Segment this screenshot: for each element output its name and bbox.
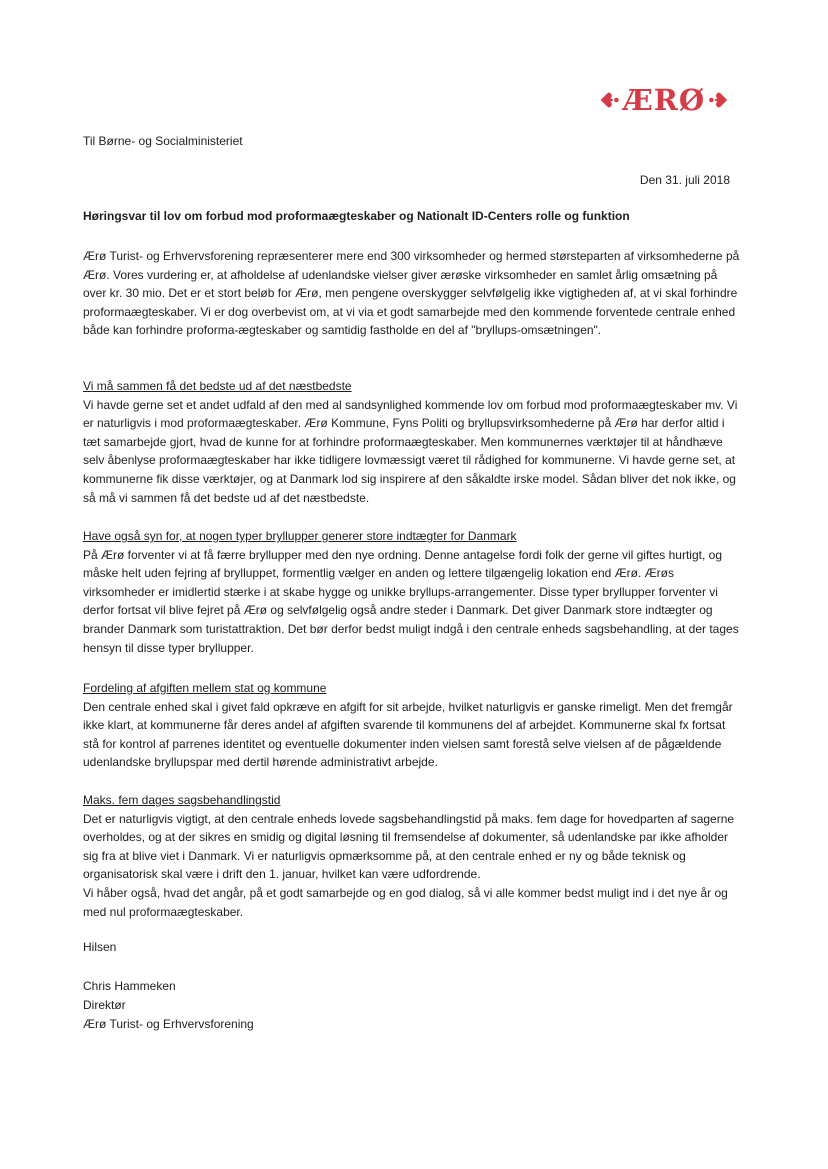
- aero-logo: [598, 84, 730, 116]
- section-heading: Fordeling af afgiften mellem stat og kommune: [83, 681, 327, 695]
- section-heading: Maks. fem dages sagsbehandlingstid: [83, 793, 281, 807]
- section-heading: Have også syn for, at nogen typer bryllupper generer store indtægter for Danmark: [83, 529, 517, 543]
- intro-text: Ærø Turist- og Erhvervsforening repræsenterer mere end 300 virksomheder og hermed størsteparten af virksomhederne på Ærø. Vores vurdering er, at afholdelse af udenlandske vielser giver ærøske virksomheder en samlet årlig omsætning på over kr. 30 mio. Det er et stort beløb for Ærø, men pengene overskygger selvfølgelig ikke vigtigheden af, at vi skal forhindre proformaægteskaber. Vi er dog overbevist om, at vi via et godt samarbejde med den kommende forventede centrale enhed både kan forhindre proforma-ægteskaber og samtidig fastholde en del af "bryllups-omsætningen".: [83, 249, 740, 338]
- logo-text: ÆRØ: [622, 82, 706, 117]
- signatory-title: Direktør: [83, 998, 126, 1012]
- section-2: [83, 527, 743, 657]
- heart-ornament-right-icon: [707, 87, 730, 113]
- section-text: Det er naturligvis vigtigt, at den centrale enheds lovede sagsbehandlingstid på maks. fem dage for hovedparten af sagerne overholdes, og at der sikres en smidig og digital løsning til fremsendelse af dokumenter, så udenlandske par ikke afholder sig fra at blive viet i Danmark. Vi er naturligvis opmærksomme på, at den centrale enhed er ny og både teknisk og organisatorisk skal være i drift den 1. januar, hvilket kan være udfordrende.: [83, 811, 735, 882]
- section-1: [83, 377, 743, 507]
- closing-greeting: Hilsen: [83, 940, 117, 954]
- letter-subject: Høringsvar til lov om forbud mod proformaægteskaber og Nationalt ID-Centers rolle og funktion: [83, 209, 630, 223]
- section-text: På Ærø forventer vi at få færre bryllupper med den nye ordning. Denne antagelse fordi folk der gerne vil giftes hurtigt, og måske helt uden fejring af brylluppet, formentlig vælger en anden og lettere tilgængelig lokation end Ærø. Ærøs virksomheder er imidlertid stærke i at skabe hygge og unikke bryllups-arrangementer. Disse typer bryllupper forventer vi derfor fortsat vil blive fejret på Ærø og selvfølgelig også andre steder i Danmark. Det giver Danmark store indtægter og brander Danmark som turistattraktion. Det bør derfor bedst muligt indgå i den centrale enheds sagsbehandling, at der tages hensyn til disse typer bryllupper.: [83, 547, 739, 655]
- section-4: [83, 791, 743, 921]
- letter-date: Den 31. juli 2018: [639, 173, 730, 187]
- section-text: Vi havde gerne set et andet udfald af den med al sandsynlighed kommende lov om forbud mod proformaægteskaber mv. Vi er naturligvis i mod proformaægteskaber. Ærø Kommune, Fyns Politi og bryllupsvirksomhederne på Ærø har derfor altid i tæt samarbejde gjort, hvad de kunne for at forhindre proformaægteskaber. Men kommunernes værktøjer til at håndhæve selv åbenlyse proformaægteskaber har ikke tidligere lovmæssigt været til rådighed for kommunerne. Vi havde gerne set, at kommunerne fik disse værktøjer, og at Danmark lod sig inspirere af den såkaldte irske model. Sådan bliver det nok ikke, og så må vi sammen få det bedste ud af det næstbedste.: [83, 397, 738, 505]
- signatory-name: Chris Hammeken: [83, 979, 176, 993]
- recipient-line: Til Børne- og Socialministeriet: [83, 134, 243, 148]
- section-heading: Vi må sammen få det bedste ud af det næstbedste: [83, 379, 352, 393]
- signatory-organization: Ærø Turist- og Erhvervsforening: [83, 1017, 254, 1031]
- section-text-continued: Vi håber også, hvad det angår, på et godt samarbejde og en god dialog, så vi alle kommer bedst muligt ind i det nye år og med nul proformaægteskaber.: [83, 885, 728, 919]
- intro-paragraph: [83, 247, 743, 340]
- section-3: [83, 679, 743, 772]
- section-text: Den centrale enhed skal i givet fald opkræve en afgift for sit arbejde, hvilket naturligvis er ganske rimeligt. Men det fremgår ikke klart, at kommunerne får deres andel af afgiften svarende til kommunens del af arbejdet. Kommunerne skal fx fortsat stå for kontrol af parrenes identitet og eventuelle dokumenter inden vielsen samt forestå selve vielsen af de pågældende udenlandske bryllupspar med dertil hørende administrativt arbejde.: [83, 699, 733, 770]
- heart-ornament-left-icon: [598, 87, 621, 113]
